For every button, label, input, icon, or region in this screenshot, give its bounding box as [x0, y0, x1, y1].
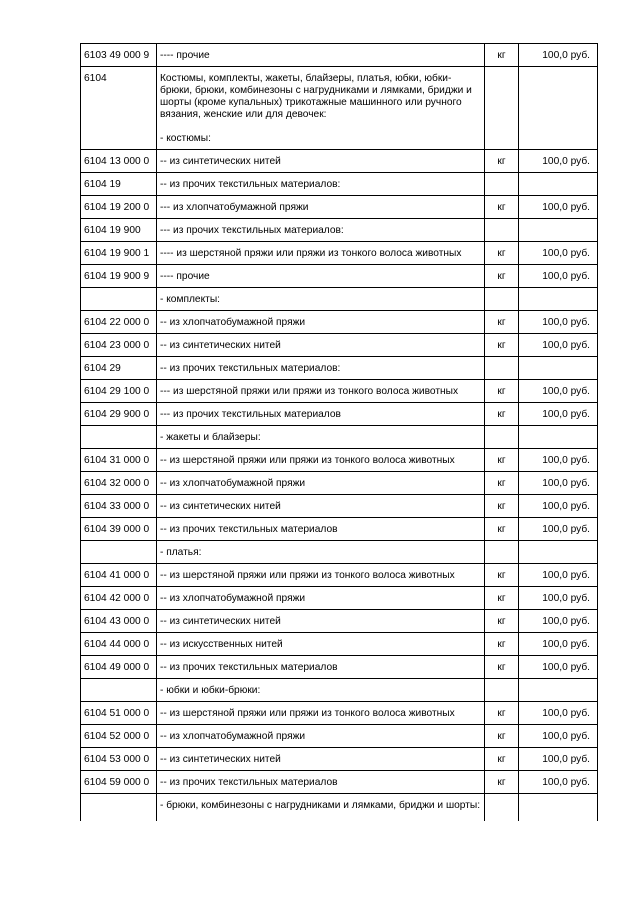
table-row [81, 702, 598, 725]
code-cell: 6104 59 000 0 [81, 771, 157, 794]
description-cell: -- из хлопчатобумажной пряжи [157, 587, 485, 610]
code-cell [81, 679, 157, 702]
rate-cell: 100,0 руб. [519, 610, 598, 633]
description-cell: - платья: [157, 541, 485, 564]
table-row [81, 67, 598, 127]
description-cell: -- из прочих текстильных материалов [157, 518, 485, 541]
description-cell: -- из шерстяной пряжи или пряжи из тонкого волоса животных [157, 564, 485, 587]
description-cell: -- из искусственных нитей [157, 633, 485, 656]
rate-cell [519, 67, 598, 127]
rate-cell: 100,0 руб. [519, 150, 598, 173]
code-cell: 6104 51 000 0 [81, 702, 157, 725]
rate-cell: 100,0 руб. [519, 403, 598, 426]
table-row [81, 633, 598, 656]
rate-cell: 100,0 руб. [519, 311, 598, 334]
description-cell: -- из синтетических нитей [157, 610, 485, 633]
unit-cell [485, 426, 519, 449]
rate-cell [519, 173, 598, 196]
rate-cell: 100,0 руб. [519, 633, 598, 656]
table-row [81, 334, 598, 357]
code-cell: 6104 19 900 9 [81, 265, 157, 288]
description-cell: - костюмы: [157, 127, 485, 150]
code-cell [81, 794, 157, 821]
description-cell: - брюки, комбинезоны с нагрудниками и лямками, бриджи и шорты: [157, 794, 485, 821]
rate-cell: 100,0 руб. [519, 196, 598, 219]
description-cell: -- из синтетических нитей [157, 150, 485, 173]
description-cell: ---- из шерстяной пряжи или пряжи из тонкого волоса животных [157, 242, 485, 265]
code-cell: 6104 19 900 [81, 219, 157, 242]
description-cell: ---- прочие [157, 44, 485, 67]
code-cell: 6104 44 000 0 [81, 633, 157, 656]
description-cell: Костюмы, комплекты, жакеты, блайзеры, платья, юбки, юбки-брюки, брюки, комбинезоны с нагрудниками и лямками, бриджи и шорты (кроме купальных) трикотажные машинного или ручного вязания, женские или для девочек: [157, 67, 485, 127]
table-row [81, 127, 598, 150]
rate-cell: 100,0 руб. [519, 265, 598, 288]
unit-cell: кг [485, 265, 519, 288]
code-cell [81, 541, 157, 564]
unit-cell: кг [485, 403, 519, 426]
unit-cell: кг [485, 472, 519, 495]
unit-cell: кг [485, 495, 519, 518]
code-cell: 6104 31 000 0 [81, 449, 157, 472]
unit-cell: кг [485, 633, 519, 656]
unit-cell: кг [485, 311, 519, 334]
code-cell: 6104 19 900 1 [81, 242, 157, 265]
unit-cell [485, 679, 519, 702]
rate-cell [519, 679, 598, 702]
code-cell: 6104 13 000 0 [81, 150, 157, 173]
unit-cell: кг [485, 771, 519, 794]
unit-cell: кг [485, 196, 519, 219]
code-cell: 6104 23 000 0 [81, 334, 157, 357]
unit-cell: кг [485, 449, 519, 472]
code-cell: 6104 29 100 0 [81, 380, 157, 403]
description-cell: --- из хлопчатобумажной пряжи [157, 196, 485, 219]
rate-cell: 100,0 руб. [519, 702, 598, 725]
table-row [81, 426, 598, 449]
code-cell: 6104 [81, 67, 157, 127]
description-cell: - юбки и юбки-брюки: [157, 679, 485, 702]
unit-cell: кг [485, 702, 519, 725]
rate-cell [519, 127, 598, 150]
table-row [81, 794, 598, 821]
unit-cell: кг [485, 748, 519, 771]
table-row [81, 472, 598, 495]
code-cell: 6103 49 000 9 [81, 44, 157, 67]
code-cell: 6104 39 000 0 [81, 518, 157, 541]
description-cell: -- из синтетических нитей [157, 748, 485, 771]
code-cell [81, 288, 157, 311]
rate-cell: 100,0 руб. [519, 449, 598, 472]
table-row [81, 564, 598, 587]
table-row [81, 656, 598, 679]
unit-cell [485, 173, 519, 196]
rate-cell [519, 541, 598, 564]
table-row [81, 725, 598, 748]
description-cell: --- из прочих текстильных материалов: [157, 219, 485, 242]
unit-cell [485, 357, 519, 380]
code-cell: 6104 19 200 0 [81, 196, 157, 219]
table-row [81, 587, 598, 610]
unit-cell: кг [485, 564, 519, 587]
rate-cell: 100,0 руб. [519, 587, 598, 610]
table-row [81, 748, 598, 771]
table-row [81, 771, 598, 794]
rate-cell: 100,0 руб. [519, 725, 598, 748]
description-cell: ---- прочие [157, 265, 485, 288]
unit-cell [485, 219, 519, 242]
code-cell: 6104 53 000 0 [81, 748, 157, 771]
rate-cell [519, 288, 598, 311]
code-cell: 6104 41 000 0 [81, 564, 157, 587]
unit-cell: кг [485, 518, 519, 541]
unit-cell: кг [485, 150, 519, 173]
description-cell: -- из хлопчатобумажной пряжи [157, 472, 485, 495]
code-cell: 6104 49 000 0 [81, 656, 157, 679]
table-row [81, 288, 598, 311]
description-cell: -- из синтетических нитей [157, 334, 485, 357]
rate-cell: 100,0 руб. [519, 334, 598, 357]
code-cell: 6104 43 000 0 [81, 610, 157, 633]
code-cell [81, 426, 157, 449]
unit-cell: кг [485, 587, 519, 610]
rate-cell: 100,0 руб. [519, 472, 598, 495]
table-row [81, 403, 598, 426]
description-cell: -- из хлопчатобумажной пряжи [157, 311, 485, 334]
table-row [81, 242, 598, 265]
code-cell: 6104 19 [81, 173, 157, 196]
unit-cell [485, 288, 519, 311]
unit-cell: кг [485, 725, 519, 748]
rate-cell: 100,0 руб. [519, 748, 598, 771]
description-cell: -- из хлопчатобумажной пряжи [157, 725, 485, 748]
rate-cell: 100,0 руб. [519, 380, 598, 403]
code-cell: 6104 42 000 0 [81, 587, 157, 610]
table-row [81, 380, 598, 403]
table-row [81, 518, 598, 541]
unit-cell [485, 127, 519, 150]
rate-cell [519, 794, 598, 821]
unit-cell: кг [485, 44, 519, 67]
tariff-table [80, 43, 598, 821]
unit-cell: кг [485, 242, 519, 265]
table-row [81, 679, 598, 702]
unit-cell [485, 67, 519, 127]
table-row [81, 196, 598, 219]
rate-cell: 100,0 руб. [519, 564, 598, 587]
description-cell: -- из прочих текстильных материалов: [157, 173, 485, 196]
table-row [81, 173, 598, 196]
table-row [81, 357, 598, 380]
unit-cell [485, 541, 519, 564]
table-row [81, 541, 598, 564]
table-row [81, 610, 598, 633]
rate-cell: 100,0 руб. [519, 518, 598, 541]
description-cell: - жакеты и блайзеры: [157, 426, 485, 449]
description-cell: -- из прочих текстильных материалов: [157, 357, 485, 380]
rate-cell: 100,0 руб. [519, 495, 598, 518]
table-row [81, 150, 598, 173]
code-cell: 6104 52 000 0 [81, 725, 157, 748]
unit-cell: кг [485, 656, 519, 679]
unit-cell: кг [485, 610, 519, 633]
unit-cell: кг [485, 334, 519, 357]
code-cell: 6104 22 000 0 [81, 311, 157, 334]
code-cell: 6104 29 [81, 357, 157, 380]
description-cell: --- из прочих текстильных материалов [157, 403, 485, 426]
description-cell: --- из шерстяной пряжи или пряжи из тонкого волоса животных [157, 380, 485, 403]
table-row [81, 265, 598, 288]
rate-cell [519, 357, 598, 380]
rate-cell [519, 426, 598, 449]
description-cell: -- из шерстяной пряжи или пряжи из тонкого волоса животных [157, 449, 485, 472]
table-row [81, 311, 598, 334]
description-cell: - комплекты: [157, 288, 485, 311]
unit-cell [485, 794, 519, 821]
rate-cell: 100,0 руб. [519, 771, 598, 794]
description-cell: -- из синтетических нитей [157, 495, 485, 518]
description-cell: -- из шерстяной пряжи или пряжи из тонкого волоса животных [157, 702, 485, 725]
code-cell [81, 127, 157, 150]
rate-cell: 100,0 руб. [519, 242, 598, 265]
rate-cell: 100,0 руб. [519, 44, 598, 67]
unit-cell: кг [485, 380, 519, 403]
table-row [81, 449, 598, 472]
table-row [81, 44, 598, 67]
description-cell: -- из прочих текстильных материалов [157, 656, 485, 679]
code-cell: 6104 33 000 0 [81, 495, 157, 518]
tariff-table-page [80, 43, 597, 821]
table-row [81, 495, 598, 518]
code-cell: 6104 29 900 0 [81, 403, 157, 426]
table-row [81, 219, 598, 242]
description-cell: -- из прочих текстильных материалов [157, 771, 485, 794]
code-cell: 6104 32 000 0 [81, 472, 157, 495]
rate-cell [519, 219, 598, 242]
rate-cell: 100,0 руб. [519, 656, 598, 679]
